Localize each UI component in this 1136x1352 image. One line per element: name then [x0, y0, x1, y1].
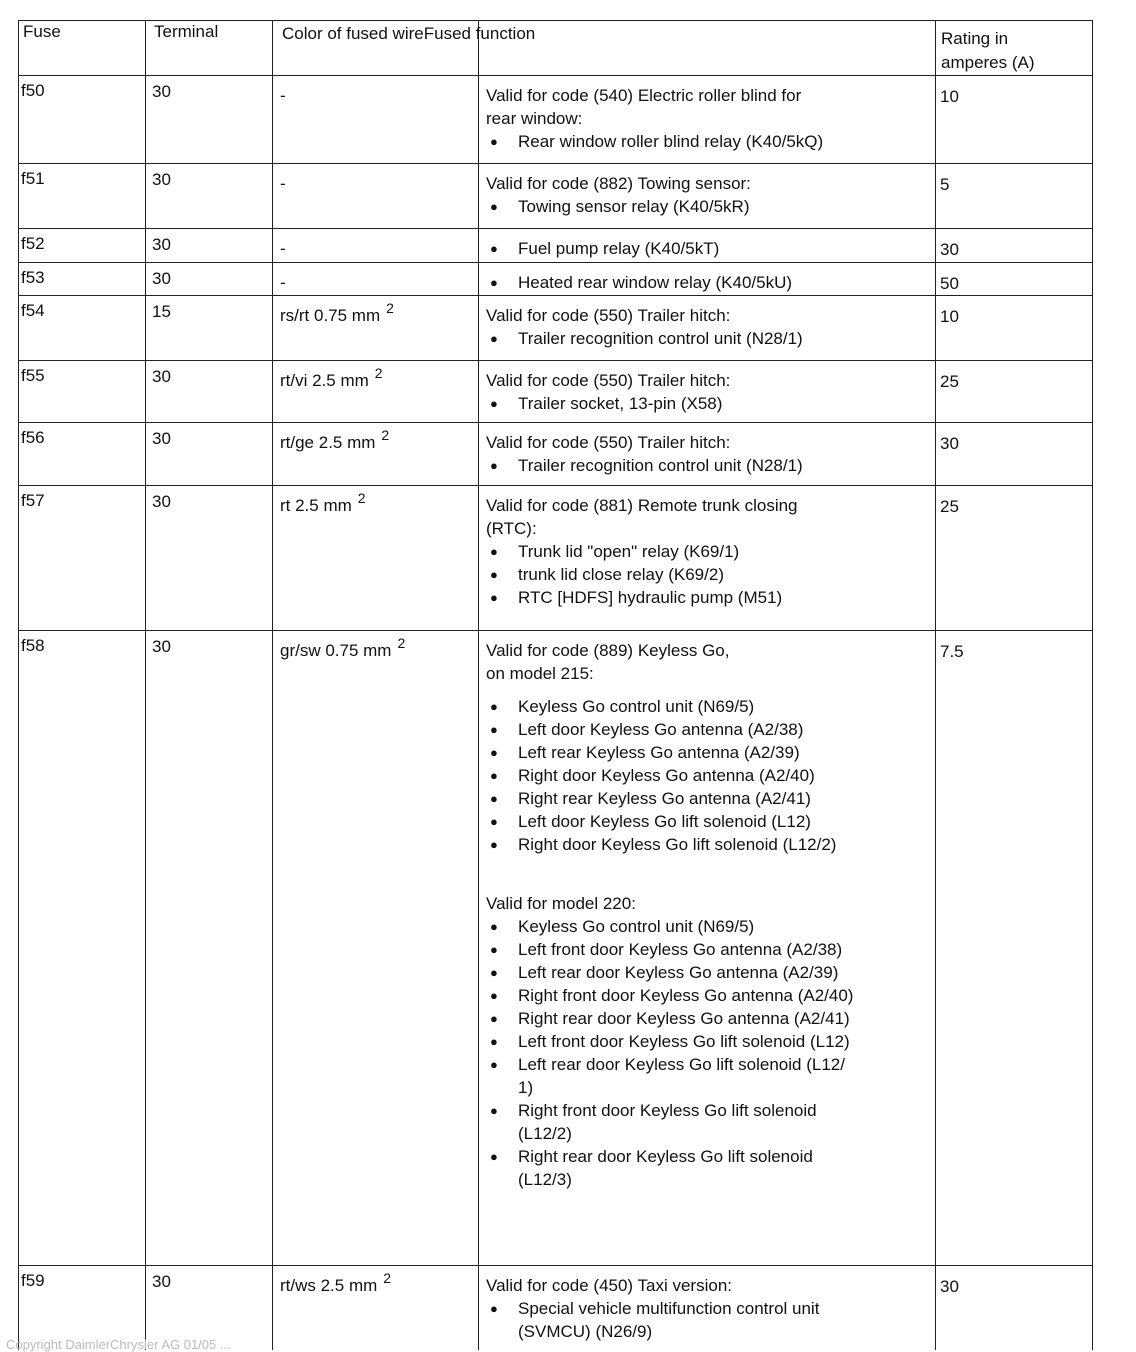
function-bullet-item: ● trunk lid close relay (K69/2): [486, 563, 798, 586]
squared-superscript: 2: [397, 635, 406, 651]
column-border: [272, 20, 273, 1350]
spacer: [486, 685, 853, 695]
wire-color: -: [280, 239, 286, 258]
rating-value: 25: [940, 497, 959, 516]
rating-value: 10: [940, 307, 959, 326]
function-bullet-item: ● Left front door Keyless Go lift solenoid (L12): [486, 1030, 853, 1053]
wire-color: -: [280, 174, 286, 193]
function-bullet-item: ● Keyless Go control unit (N69/5): [486, 915, 853, 938]
squared-superscript: 2: [386, 300, 394, 316]
fuse-id: f58: [21, 636, 45, 655]
rating-value: 10: [940, 87, 959, 106]
terminal-value: 30: [152, 82, 171, 101]
squared-superscript: 2: [383, 1270, 392, 1286]
terminal-value: 30: [152, 1272, 171, 1291]
fused-function: [486, 1274, 819, 1343]
row-border: [18, 262, 1092, 263]
squared-superscript: 2: [381, 427, 390, 443]
fused-function: [486, 304, 803, 350]
function-bullet-item: ● Heated rear window relay (K40/5kU): [486, 271, 792, 294]
function-bullet-item: ● Left door Keyless Go antenna (A2/38): [486, 718, 853, 741]
fused-function: [486, 639, 853, 1191]
function-bullet-item: ● Right rear Keyless Go antenna (A2/41): [486, 787, 853, 810]
function-bullet-item: ● Right front door Keyless Go antenna (A2/40): [486, 984, 853, 1007]
header-color-function: Color of fused wireFused function: [282, 24, 536, 43]
function-text-line: Valid for code (881) Remote trunk closing: [486, 496, 798, 515]
rating-value: 7.5: [940, 642, 964, 661]
rating-value: 30: [940, 434, 959, 453]
rating-value: 30: [940, 240, 959, 259]
fused-function: [486, 431, 803, 477]
terminal-value: 30: [152, 367, 171, 386]
function-bullet-item: ● Special vehicle multifunction control unit (SVMCU) (N26/9): [486, 1297, 819, 1343]
terminal-value: 30: [152, 492, 171, 511]
function-text-line: Valid for code (550) Trailer hitch:: [486, 433, 731, 452]
function-bullet-item: ● Right rear door Keyless Go antenna (A2/41): [486, 1007, 853, 1030]
function-text-line: Valid for code (550) Trailer hitch:: [486, 306, 731, 325]
rating-value: 50: [940, 274, 959, 293]
fused-function: [486, 271, 792, 294]
function-bullet-item: ● Trailer socket, 13-pin (X58): [486, 392, 730, 415]
row-border: [18, 163, 1092, 164]
header-rating-line1: Rating in: [941, 29, 1009, 48]
function-bullet-item: ● Trailer recognition control unit (N28/1): [486, 454, 803, 477]
function-text-line: (RTC):: [486, 519, 537, 538]
function-bullet-item: ● Right front door Keyless Go lift solenoid (L12/2): [486, 1099, 853, 1145]
header-terminal: Terminal: [154, 22, 219, 41]
fuse-id: f56: [21, 428, 45, 447]
header-rating-line2: amperes (A): [941, 53, 1035, 72]
function-bullet-item: ● Trailer recognition control unit (N28/1): [486, 327, 803, 350]
fuse-id: f59: [21, 1271, 45, 1290]
copyright-footer: Copyright DaimlerChrysler AG 01/05 ...: [6, 1337, 231, 1352]
terminal-value: 30: [152, 170, 171, 189]
fused-function: [486, 369, 730, 415]
fuse-id: f55: [21, 366, 45, 385]
wire-color: rt/ge 2.5 mm $^2$: [280, 427, 390, 452]
wire-color: -: [280, 86, 286, 105]
header-fuse: Fuse: [23, 22, 61, 41]
row-border: [18, 75, 1092, 76]
fuse-id: f53: [21, 268, 45, 287]
function-bullet-item: ● Left front door Keyless Go antenna (A2/38): [486, 938, 853, 961]
function-bullet-item: ● Keyless Go control unit (N69/5): [486, 695, 853, 718]
function-bullet-item: ● Left rear door Keyless Go antenna (A2/39): [486, 961, 853, 984]
function-bullet-item: ● Right rear door Keyless Go lift solenoid (L12/3): [486, 1145, 853, 1191]
row-border: [18, 1265, 1092, 1266]
column-border: [1092, 20, 1093, 1350]
terminal-value: 15: [152, 302, 171, 321]
column-border: [935, 20, 936, 1350]
row-border: [18, 228, 1092, 229]
function-bullet-item: ● Left rear Keyless Go antenna (A2/39): [486, 741, 853, 764]
function-bullet-item: ● Right door Keyless Go antenna (A2/40): [486, 764, 853, 787]
row-border: [18, 422, 1092, 423]
function-bullet-item: ● Trunk lid "open" relay (K69/1): [486, 540, 798, 563]
column-border: [145, 20, 146, 1350]
function-text-line: Valid for code (882) Towing sensor:: [486, 174, 751, 193]
fused-function: [486, 172, 751, 218]
terminal-value: 30: [152, 429, 171, 448]
row-border: [18, 485, 1092, 486]
fused-function: [486, 237, 719, 260]
function-bullet-item: ● Left rear door Keyless Go lift solenoid (L12/ 1): [486, 1053, 853, 1099]
rating-value: 5: [940, 175, 950, 194]
row-border: [18, 360, 1092, 361]
wire-color: rt 2.5 mm $^2$: [280, 490, 366, 515]
wire-color: -: [280, 273, 286, 292]
function-text-line: Valid for code (550) Trailer hitch:: [486, 371, 731, 390]
function-bullet-item: ● RTC [HDFS] hydraulic pump (M51): [486, 586, 798, 609]
function-text-line: Valid for model 220:: [486, 894, 636, 913]
spacer: [486, 856, 853, 892]
squared-superscript: 2: [374, 365, 383, 381]
function-bullet-item: ● Fuel pump relay (K40/5kT): [486, 237, 719, 260]
fuse-id: f50: [21, 81, 45, 100]
terminal-value: 30: [152, 235, 171, 254]
function-text-line: Valid for code (889) Keyless Go,: [486, 641, 730, 660]
column-border: [18, 20, 19, 1350]
function-text-line: Valid for code (450) Taxi version:: [486, 1276, 732, 1295]
fuse-id: f52: [21, 234, 45, 253]
fuse-id: f54: [21, 301, 45, 320]
fused-function: [486, 494, 798, 609]
terminal-value: 30: [152, 269, 171, 288]
function-text-line: Valid for code (540) Electric roller blind for: [486, 86, 802, 105]
wire-color: rs/rt 0.75 mm $^2$: [280, 300, 394, 325]
wire-color: rt/ws 2.5 mm $^2$: [280, 1270, 392, 1295]
column-border: [478, 20, 479, 1350]
terminal-value: 30: [152, 637, 171, 656]
wire-color: gr/sw 0.75 mm $^2$: [280, 635, 406, 660]
rating-value: 25: [940, 372, 959, 391]
squared-superscript: 2: [357, 490, 366, 506]
wire-color: rt/vi 2.5 mm $^2$: [280, 365, 383, 390]
function-bullet-item: ● Left door Keyless Go lift solenoid (L12): [486, 810, 853, 833]
fuse-id: f51: [21, 169, 45, 188]
function-text-line: rear window:: [486, 109, 583, 128]
row-border: [18, 630, 1092, 631]
function-text-line: on model 215:: [486, 664, 594, 683]
fused-function: [486, 84, 823, 153]
rating-value: 30: [940, 1277, 959, 1296]
fuse-id: f57: [21, 491, 45, 510]
row-border: [18, 295, 1092, 296]
function-bullet-item: ● Rear window roller blind relay (K40/5kQ): [486, 130, 823, 153]
function-bullet-item: ● Right door Keyless Go lift solenoid (L12/2): [486, 833, 853, 856]
function-bullet-item: ● Towing sensor relay (K40/5kR): [486, 195, 751, 218]
